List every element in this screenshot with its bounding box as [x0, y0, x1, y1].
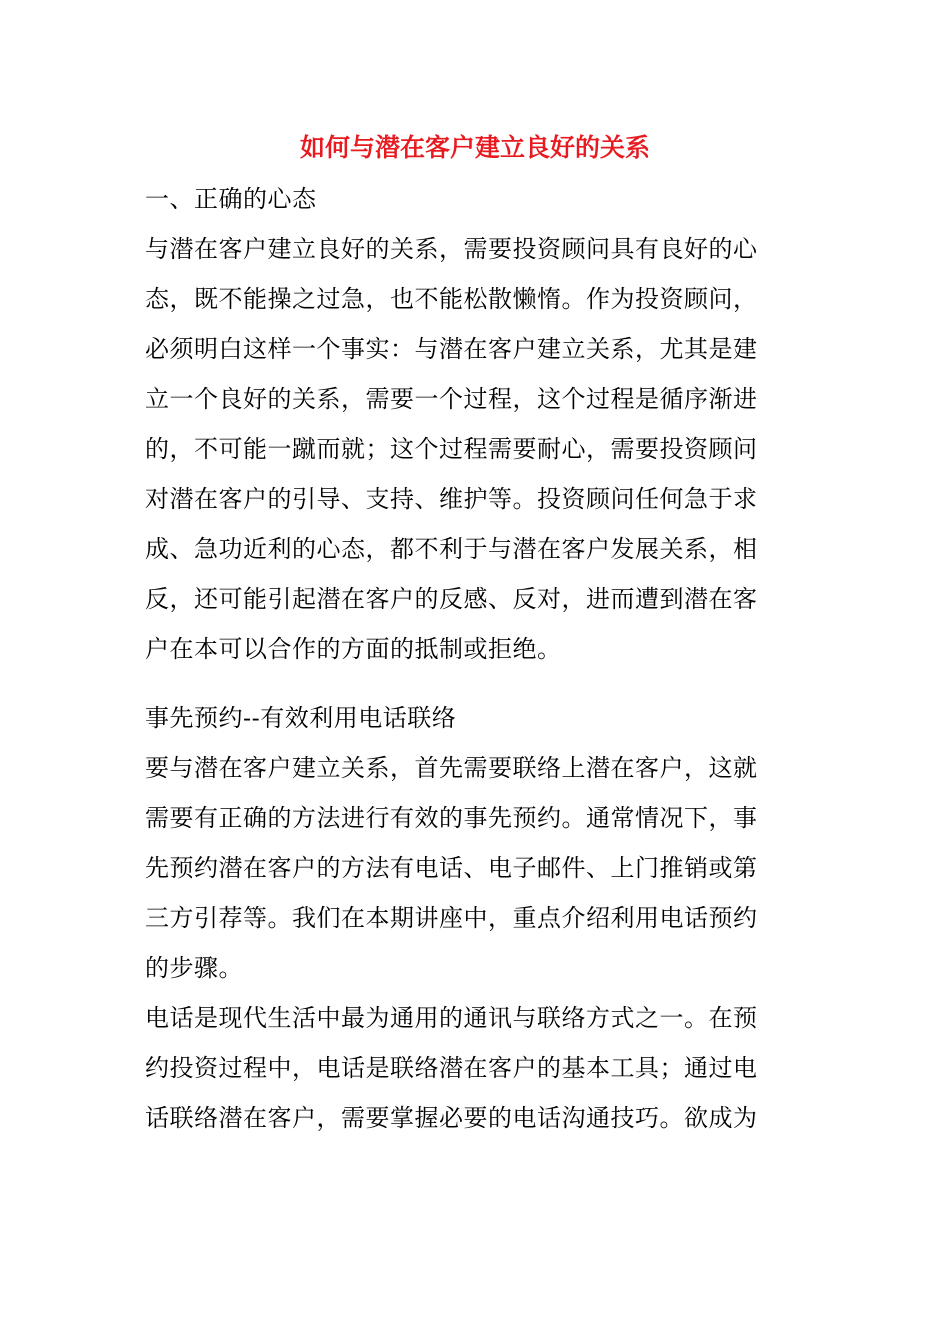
document-title: 如何与潜在客户建立良好的关系 [299, 133, 650, 162]
paragraph-line: 与潜在客户建立良好的关系，需要投资顾问具有良好的心 [145, 235, 758, 263]
section-heading: 一、正确的心态 [145, 185, 317, 213]
paragraph-line: 先预约潜在客户的方法有电话、电子邮件、上门推销或第 [145, 854, 758, 882]
paragraph-line: 需要有正确的方法进行有效的事先预约。通常情况下，事 [145, 804, 758, 832]
paragraph-line: 户在本可以合作的方面的抵制或拒绝。 [145, 635, 562, 663]
section-heading: 事先预约--有效利用电话联络 [145, 704, 457, 732]
section-correct-mindset [145, 174, 807, 674]
paragraph-line: 反，还可能引起潜在客户的反感、反对，进而遭到潜在客 [145, 585, 758, 613]
paragraph-line: 三方引荐等。我们在本期讲座中，重点介绍利用电话预约 [145, 904, 758, 932]
paragraph-line: 态，既不能操之过急，也不能松散懒惰。作为投资顾问， [145, 285, 758, 313]
paragraph-line: 电话是现代生活中最为通用的通讯与联络方式之一。在预 [145, 1004, 758, 1032]
paragraph-line: 话联络潜在客户，需要掌握必要的电话沟通技巧。欲成为 [145, 1104, 758, 1132]
paragraph-line: 成、急功近利的心态，都不利于与潜在客户发展关系，相 [145, 535, 758, 563]
paragraph-line: 的，不可能一蹴而就；这个过程需要耐心，需要投资顾问 [145, 435, 758, 463]
paragraph-line: 对潜在客户的引导、支持、维护等。投资顾问任何急于求 [145, 485, 758, 513]
paragraph-line: 必须明白这样一个事实：与潜在客户建立关系，尤其是建 [145, 335, 758, 363]
section-phone-appointment [145, 693, 807, 1143]
paragraph-line: 的步骤。 [145, 954, 243, 982]
paragraph-line: 要与潜在客户建立关系，首先需要联络上潜在客户，这就 [145, 754, 758, 782]
paragraph-line: 约投资过程中，电话是联络潜在客户的基本工具；通过电 [145, 1054, 758, 1082]
paragraph-line: 立一个良好的关系，需要一个过程，这个过程是循序渐进 [145, 385, 758, 413]
